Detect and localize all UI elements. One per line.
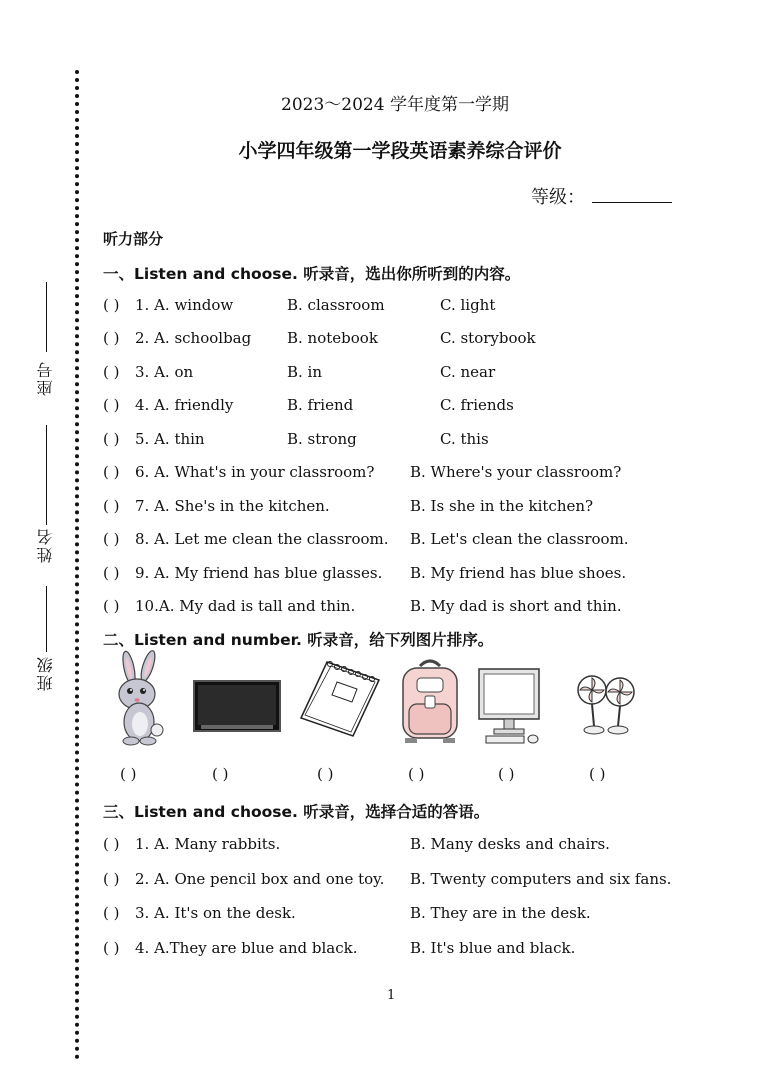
part2-title: 二、Listen and number. 听录音，给下列图片排序。 — [103, 631, 494, 649]
option-b: B. classroom — [287, 296, 385, 314]
option-b: B. notebook — [287, 329, 378, 347]
option-c: C. storybook — [440, 329, 536, 347]
picture-blank-1[interactable]: ( ) — [120, 765, 137, 783]
answer-blank[interactable]: ( ) — [103, 363, 120, 381]
answer-blank[interactable]: ( ) — [103, 835, 120, 853]
class-label: 班级 — [36, 655, 55, 691]
picture-blank-5[interactable]: ( ) — [498, 765, 515, 783]
option-a: 2. A. One pencil box and one toy. — [135, 870, 385, 888]
option-a: 1. A. Many rabbits. — [135, 835, 281, 853]
grade-blank[interactable] — [592, 202, 672, 203]
option-b: B. My friend has blue shoes. — [410, 564, 627, 582]
answer-blank[interactable]: ( ) — [103, 430, 120, 448]
option-b: B. Let's clean the classroom. — [410, 530, 629, 548]
notebook-picture — [297, 658, 382, 740]
option-c: C. friends — [440, 396, 514, 414]
answer-blank[interactable]: ( ) — [103, 530, 120, 548]
picture-blank-4[interactable]: ( ) — [408, 765, 425, 783]
answer-blank[interactable]: ( ) — [103, 497, 120, 515]
option-a: 7. A. She's in the kitchen. — [135, 497, 330, 515]
binding-dotted-line — [75, 70, 79, 1060]
option-a: 5. A. thin — [135, 430, 205, 448]
grade-label: 等级： — [531, 187, 585, 208]
listening-heading: 听力部分 — [103, 230, 164, 248]
option-a: 3. A. It's on the desk. — [135, 904, 296, 922]
answer-blank[interactable]: ( ) — [103, 564, 120, 582]
option-b: B. Where's your classroom? — [410, 463, 622, 481]
class-line — [46, 586, 47, 652]
exam-title: 小学四年级第一学段英语素养综合评价 — [238, 140, 562, 162]
seat-line — [46, 282, 47, 352]
part1-title: 一、Listen and choose. 听录音，选出你所听到的内容。 — [103, 265, 521, 283]
page-number: 1 — [387, 988, 396, 1003]
option-b: B. friend — [287, 396, 354, 414]
answer-blank[interactable]: ( ) — [103, 597, 120, 615]
option-b: B. They are in the desk. — [410, 904, 591, 922]
option-a: 2. A. schoolbag — [135, 329, 252, 347]
option-b: B. in — [287, 363, 323, 381]
picture-blank-6[interactable]: ( ) — [589, 765, 606, 783]
option-b: B. Twenty computers and six fans. — [410, 870, 672, 888]
answer-blank[interactable]: ( ) — [103, 329, 120, 347]
answer-blank[interactable]: ( ) — [103, 296, 120, 314]
option-b: B. Is she in the kitchen? — [410, 497, 594, 515]
blackboard-picture — [193, 680, 281, 732]
seat-label: 座号 — [36, 360, 55, 396]
part3-title: 三、Listen and choose. 听录音，选择合适的答语。 — [103, 803, 490, 821]
option-c: C. light — [440, 296, 496, 314]
schoolbag-picture — [395, 656, 465, 746]
picture-blank-2[interactable]: ( ) — [212, 765, 229, 783]
option-c: C. this — [440, 430, 489, 448]
option-a: 3. A. on — [135, 363, 194, 381]
computer-picture — [476, 666, 544, 746]
option-b: B. Many desks and chairs. — [410, 835, 610, 853]
name-line — [46, 425, 47, 525]
option-a: 1. A. window — [135, 296, 234, 314]
picture-blank-3[interactable]: ( ) — [317, 765, 334, 783]
rabbit-picture — [103, 650, 175, 746]
option-c: C. near — [440, 363, 496, 381]
answer-blank[interactable]: ( ) — [103, 463, 120, 481]
answer-blank[interactable]: ( ) — [103, 904, 120, 922]
answer-blank[interactable]: ( ) — [103, 396, 120, 414]
option-a: 9. A. My friend has blue glasses. — [135, 564, 383, 582]
option-a: 6. A. What's in your classroom? — [135, 463, 375, 481]
option-a: 8. A. Let me clean the classroom. — [135, 530, 389, 548]
term-title: 2023～2024 学年度第一学期 — [281, 95, 509, 115]
answer-blank[interactable]: ( ) — [103, 939, 120, 957]
fan-picture — [576, 668, 636, 738]
name-label: 姓名 — [36, 527, 55, 563]
answer-blank[interactable]: ( ) — [103, 870, 120, 888]
option-b: B. It's blue and black. — [410, 939, 576, 957]
option-a: 10.A. My dad is tall and thin. — [135, 597, 356, 615]
option-b: B. strong — [287, 430, 357, 448]
option-a: 4. A.They are blue and black. — [135, 939, 358, 957]
option-a: 4. A. friendly — [135, 396, 234, 414]
option-b: B. My dad is short and thin. — [410, 597, 622, 615]
